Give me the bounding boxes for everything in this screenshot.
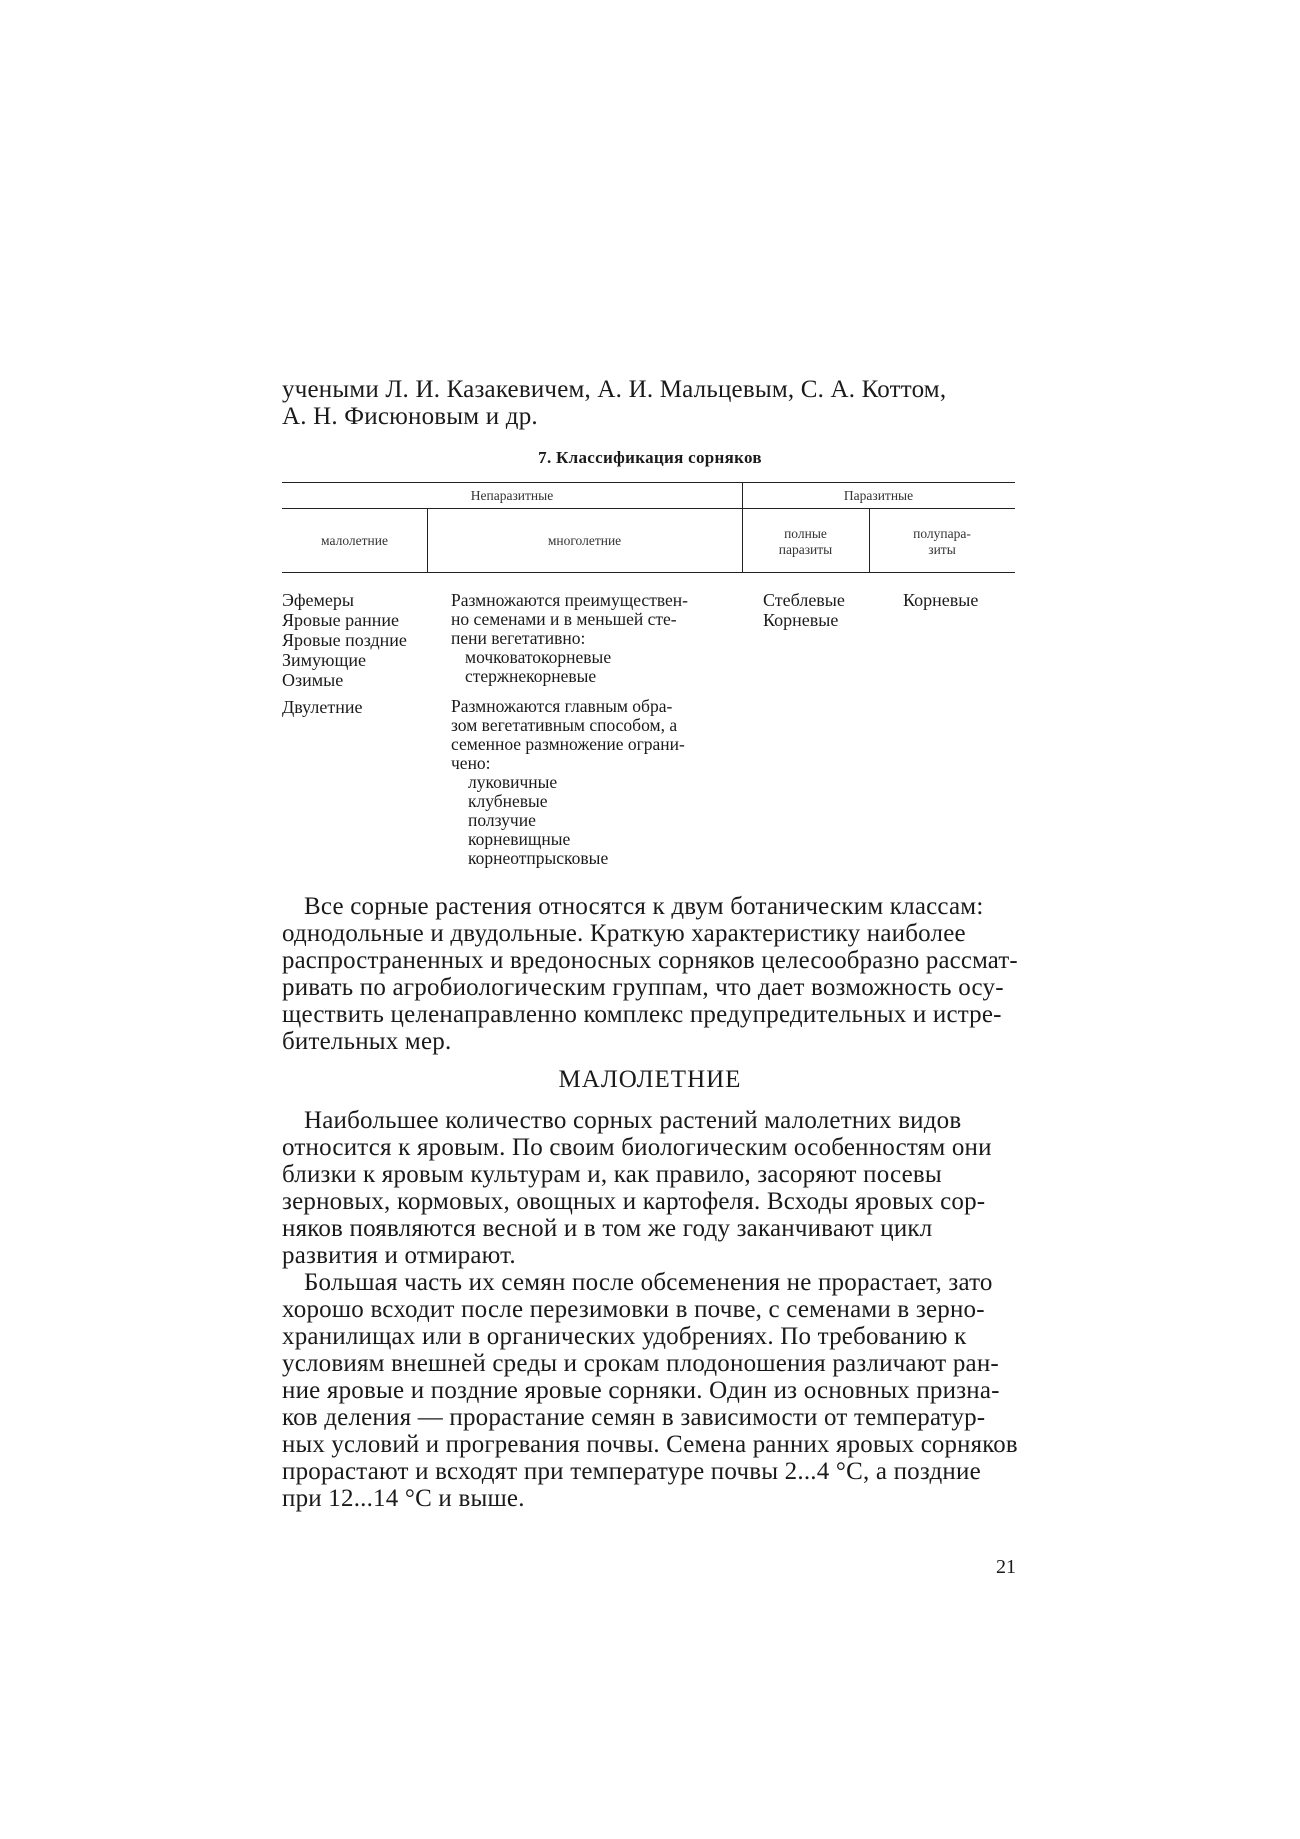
perennial-subtype: мочковатокорневые xyxy=(465,647,612,667)
paragraph-line: условиям внешней среды и срокам плодоношения различают ран- xyxy=(282,1350,999,1377)
paragraph-line: бительных мер. xyxy=(282,1028,452,1055)
annual-item: Зимующие xyxy=(282,650,366,670)
header-full-parasites-l1: полные xyxy=(784,526,827,541)
header-semi-parasites-l1: полупара- xyxy=(913,526,971,541)
paragraph-line: прорастают и всходят при температуре почвы 2...4 °С, а поздние xyxy=(282,1458,981,1485)
paragraph-line: ние яровые и поздние яровые сорняки. Один из основных призна- xyxy=(282,1377,1000,1404)
full-parasite-item: Стеблевые xyxy=(763,590,845,610)
paragraph-line: хранилищах или в органических удобрениях. По требованию к xyxy=(282,1323,967,1350)
paragraph-line: ных условий и прогревания почвы. Семена ранних яровых сорняков xyxy=(282,1431,1018,1458)
perennial-subtype: луковичные xyxy=(468,772,558,792)
paragraph-line: распространенных и вредоносных сорняков целесообразно рассмат- xyxy=(282,947,1018,974)
section-heading: МАЛОЛЕТНИЕ xyxy=(558,1066,742,1093)
perennial-text: но семенами и в меньшей сте- xyxy=(451,609,677,629)
perennial-text: зом вегетативным способом, а xyxy=(451,715,678,735)
perennial-subtype: корневищные xyxy=(468,829,571,849)
perennial-subtype: стержнекорневые xyxy=(465,666,597,686)
paragraph-line: хорошо всходит после перезимовки в почве, с семенами в зерно- xyxy=(282,1296,985,1323)
header-parasitic: Паразитные xyxy=(843,488,914,503)
paragraph-line: ществить целенаправленно комплекс предупредительных и истре- xyxy=(282,1001,1002,1028)
paragraph-line: относится к яровым. По своим биологическим особенностям они xyxy=(282,1134,992,1161)
annual-item: Яровые ранние xyxy=(282,610,399,630)
table-head-bottom-rule xyxy=(282,572,1015,573)
paragraph-line: Наибольшее количество сорных растений малолетних видов xyxy=(304,1107,962,1134)
table-caption: 7. Классификация сорняков xyxy=(538,448,762,467)
table-header-rule xyxy=(282,508,1015,509)
annual-item: Озимые xyxy=(282,670,344,690)
paragraph-line: однодольные и двудольные. Краткую характеристику наиболее xyxy=(282,920,966,947)
paragraph-line: ков деления — прорастание семян в зависимости от температур- xyxy=(282,1404,986,1431)
page-number: 21 xyxy=(996,1556,1016,1578)
intro-line: А. Н. Фисюновым и др. xyxy=(282,403,538,430)
paragraph-line: Большая часть их семян после обсеменения не прорастает, зато xyxy=(304,1269,993,1296)
table-top-rule xyxy=(282,482,1015,483)
full-parasite-item: Корневые xyxy=(763,610,839,630)
paragraph-line: няков появляются весной и в том же году заканчивают цикл xyxy=(282,1215,933,1242)
perennial-subtype: клубневые xyxy=(468,791,548,811)
paragraph-line: при 12...14 °С и выше. xyxy=(282,1485,525,1512)
header-full-parasites-l2: паразиты xyxy=(778,542,833,557)
paragraph-line: зерновых, кормовых, овощных и картофеля. Всходы яровых сор- xyxy=(282,1188,986,1215)
header-non-parasitic: Непаразитные xyxy=(470,488,554,503)
header-perennial: многолетние xyxy=(547,533,622,548)
intro-line: учеными Л. И. Казакевичем, А. И. Мальцевым, С. А. Коттом, xyxy=(282,376,947,403)
perennial-text: пени вегетативно: xyxy=(451,628,586,648)
semi-parasite-item: Корневые xyxy=(903,590,979,610)
annual-item: Яровые поздние xyxy=(282,630,407,650)
perennial-text: семенное размножение ограни- xyxy=(451,734,685,754)
header-semi-parasites-l2: зиты xyxy=(928,542,956,557)
paragraph-line: Все сорные растения относятся к двум ботаническим классам: xyxy=(304,893,984,920)
biennial-item: Двулетние xyxy=(282,697,363,717)
perennial-text: Размножаются главным обра- xyxy=(451,696,673,716)
perennial-subtype: ползучие xyxy=(468,810,536,830)
perennial-subtype: корнеотпрысковые xyxy=(468,848,609,868)
paragraph-line: близки к яровым культурам и, как правило, засоряют посевы xyxy=(282,1161,942,1188)
perennial-text: чено: xyxy=(451,753,491,773)
paragraph-line: ривать по агробиологическим группам, что дает возможность осу- xyxy=(282,974,1004,1001)
paragraph-line: развития и отмирают. xyxy=(282,1242,516,1269)
annual-item: Эфемеры xyxy=(282,590,355,610)
header-annual: малолетние xyxy=(321,533,388,548)
perennial-text: Размножаются преимуществен- xyxy=(451,590,688,610)
